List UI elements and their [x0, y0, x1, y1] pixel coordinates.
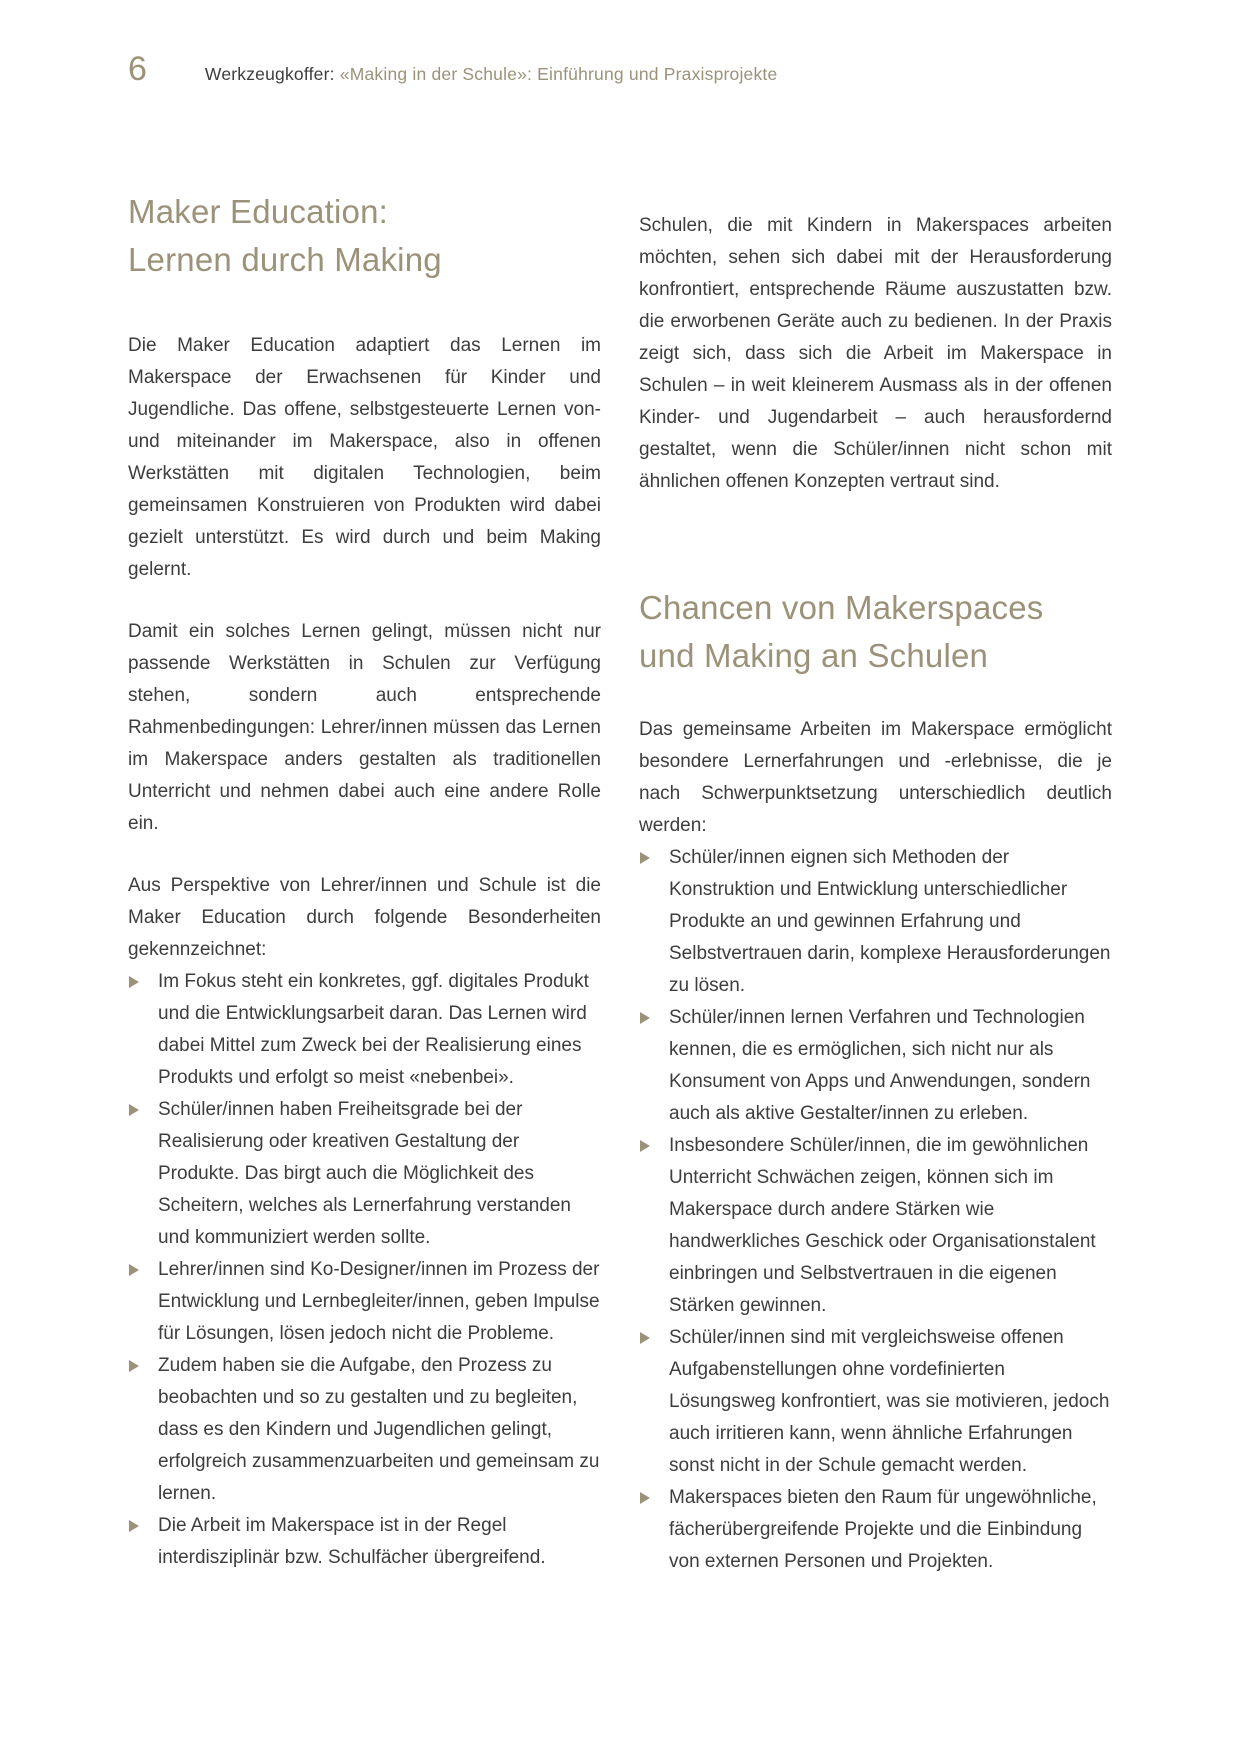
- section-title-maker-education: [128, 188, 601, 284]
- list-item-text: Im Fokus steht ein konkretes, ggf. digitales Produkt und die Entwicklungsarbeit daran. Das Lernen wird dabei Mittel zum Zweck bei der Realisierung eines Produkts und erfolgt so meist «nebenbei».: [158, 971, 589, 1088]
- section-title-line2: und Making an Schulen: [639, 637, 989, 674]
- list-item: [128, 1254, 601, 1350]
- running-head: [128, 52, 1112, 92]
- list-item: [639, 1482, 1112, 1578]
- section-title-chancen: [639, 584, 1112, 680]
- bullet-arrow-icon: [129, 976, 139, 988]
- list-item: [128, 966, 601, 1094]
- list-item: [639, 1130, 1112, 1322]
- paragraph: Schulen, die mit Kindern in Makerspaces arbeiten möchten, sehen sich dabei mit der Herausforderung konfrontiert, entsprechende Räume auszustatten bzw. die erworbenen Geräte auch zu bedienen. In der Praxis zeigt sich, dass sich die Arbeit im Makerspace in Schulen – in weit kleinerem Ausmass als in der offenen Kinder- und Jugendarbeit – auch herausfordernd gestaltet, wenn die Schüler/innen nicht schon mit ähnlichen offenen Konzepten vertraut sind.: [639, 215, 1112, 492]
- list-item-text: Insbesondere Schüler/innen, die im gewöhnlichen Unterricht Schwächen zeigen, können sich im Makerspace durch andere Stärken wie handwerkliches Geschick oder Organisationstalent einbringen und Selbstvertrauen in die eigenen Stärken gewinnen.: [669, 1135, 1096, 1316]
- list-item-text: Schüler/innen lernen Verfahren und Technologien kennen, die es ermöglichen, sich nicht nur als Konsument von Apps und Anwendungen, sondern auch als aktive Gestalter/innen zu erleben.: [669, 1007, 1091, 1124]
- running-head-prefix: Werkzeugkoffer:: [204, 64, 335, 84]
- paragraph: Die Maker Education adaptiert das Lernen im Makerspace der Erwachsenen für Kinder und Jugendliche. Das offene, selbstgesteuerte Lernen von- und miteinander im Makerspace, also in offenen Werkstätten mit digitalen Technologien, beim gemeinsamen Konstruieren von Produkten wird dabei gezielt unterstützt. Es wird durch und beim Making gelernt.: [128, 335, 601, 580]
- list-item-text: Schüler/innen haben Freiheitsgrade bei der Realisierung oder kreativen Gestaltung der Produkte. Das birgt auch die Möglichkeit des Scheitern, welches als Lernerfahrung verstanden und kommuniziert werden sollte.: [158, 1099, 571, 1248]
- paragraph: Das gemeinsame Arbeiten im Makerspace ermöglicht besondere Lernerfahrungen und -erlebnisse, die je nach Schwerpunktsetzung unterschiedlich deutlich werden:: [639, 719, 1112, 836]
- list-item-text: Die Arbeit im Makerspace ist in der Regel interdisziplinär bzw. Schulfächer übergreifend.: [158, 1515, 546, 1568]
- page-number: 6: [128, 50, 147, 88]
- list-item: [639, 842, 1112, 1002]
- bullet-arrow-icon: [129, 1520, 139, 1532]
- bullet-arrow-icon: [640, 1140, 650, 1152]
- list-item-text: Zudem haben sie die Aufgabe, den Prozess zu beobachten und so zu gestalten und zu begleiten, dass es den Kindern und Jugendlichen gelingt, erfolgreich zusammenzuarbeiten und gemeinsam zu lernen.: [158, 1355, 600, 1504]
- bullet-arrow-icon: [640, 1332, 650, 1344]
- list-item: [128, 1094, 601, 1254]
- paragraph: Aus Perspektive von Lehrer/innen und Schule ist die Maker Education durch folgende Besonderheiten gekennzeichnet:: [128, 875, 601, 960]
- bullet-arrow-icon: [129, 1264, 139, 1276]
- paragraph: Damit ein solches Lernen gelingt, müssen nicht nur passende Werkstätten in Schulen zur Verfügung stehen, sondern auch entsprechende Rahmenbedingungen: Lehrer/innen müssen das Lernen im Makerspace anders gestalten als traditionellen Unterricht und nehmen dabei auch eine andere Rolle ein.: [128, 621, 601, 834]
- list-item-text: Schüler/innen eignen sich Methoden der Konstruktion und Entwicklung unterschiedlicher Produkte an und gewinnen Erfahrung und Selbstvertrauen darin, komplexe Herausforderungen zu lösen.: [669, 847, 1111, 996]
- bullet-arrow-icon: [129, 1360, 139, 1372]
- list-item-text: Schüler/innen sind mit vergleichsweise offenen Aufgabenstellungen ohne vordefinierten Lösungsweg konfrontiert, was sie motivieren, jedoch auch irritieren kann, wenn ähnliche Erfahrungen sonst nicht in der Schule gemacht werden.: [669, 1327, 1110, 1476]
- list-item: [639, 1322, 1112, 1482]
- right-column: [639, 188, 1112, 1578]
- list-item: [128, 1350, 601, 1510]
- bullet-arrow-icon: [640, 1012, 650, 1024]
- bullet-arrow-icon: [129, 1104, 139, 1116]
- section-title-line1: Maker Education:: [128, 193, 388, 230]
- two-column-content: [128, 188, 1112, 1578]
- section-title-line1: Chancen von Makerspaces: [639, 589, 1044, 626]
- bullet-list-right: [639, 842, 1112, 1578]
- list-item: [128, 1510, 601, 1574]
- bullet-arrow-icon: [640, 1492, 650, 1504]
- running-head-subtitle: «Making in der Schule»: Einführung und Praxisprojekte: [334, 64, 778, 84]
- list-item: [639, 1002, 1112, 1130]
- list-item-text: Makerspaces bieten den Raum für ungewöhnliche, fächerübergreifende Projekte und die Einbindung von externen Personen und Projekten.: [669, 1487, 1097, 1572]
- section-title-line2: Lernen durch Making: [128, 241, 442, 278]
- left-column: [128, 188, 601, 1578]
- running-head-title: [205, 64, 778, 85]
- bullet-arrow-icon: [640, 852, 650, 864]
- bullet-list-left: [128, 966, 601, 1574]
- list-item-text: Lehrer/innen sind Ko-Designer/innen im Prozess der Entwicklung und Lernbegleiter/innen, geben Impulse für Lösungen, lösen jedoch nicht die Probleme.: [158, 1259, 600, 1344]
